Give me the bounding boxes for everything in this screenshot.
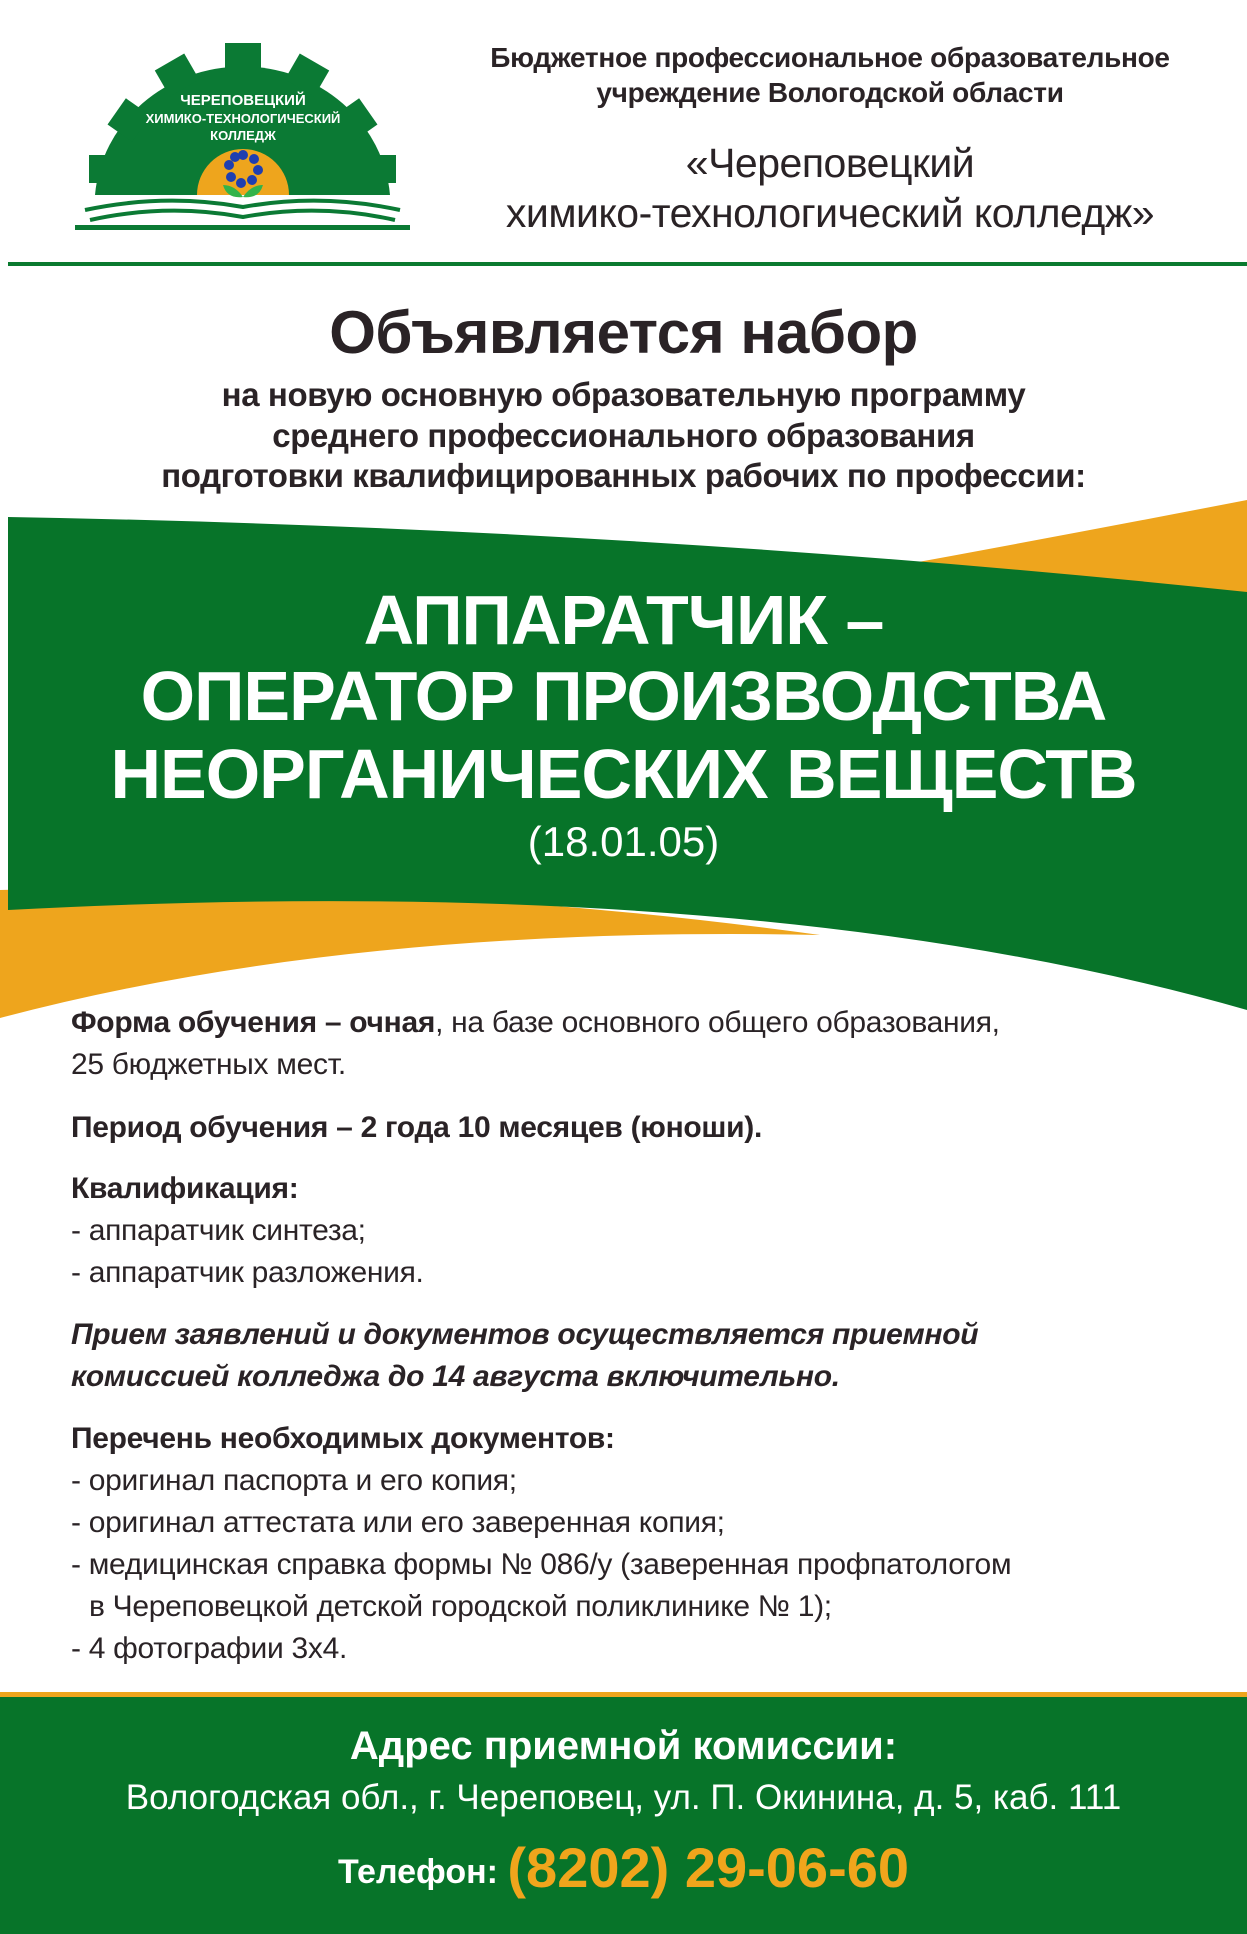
svg-text:ХИМИКО-ТЕХНОЛОГИЧЕСКИЙ: ХИМИКО-ТЕХНОЛОГИЧЕСКИЙ	[145, 111, 341, 126]
study-form	[71, 1002, 1221, 1086]
phone-number[interactable]: (8202) 29-06-60	[507, 1836, 910, 1899]
qualification-title: Квалификация:	[71, 1172, 299, 1205]
footer-phone	[0, 1835, 1247, 1900]
svg-text:ЧЕРЕПОВЕЦКИЙ: ЧЕРЕПОВЕЦКИЙ	[180, 92, 306, 109]
qualification-item: - аппаратчик синтеза;	[71, 1214, 366, 1247]
document-item: - оригинал аттестата или его заверенная копия;	[71, 1506, 725, 1539]
qualification-item: - аппаратчик разложения.	[71, 1256, 424, 1289]
intro-line-2: среднего профессионального образования	[272, 417, 975, 454]
intro-line-3: подготовки квалифицированных рабочих по профессии:	[161, 457, 1086, 494]
deadline-line-1: Прием заявлений и документов осуществляется приемной	[71, 1318, 979, 1351]
document-item-continued: в Череповецкой детской городской поликлинике № 1);	[89, 1590, 832, 1623]
header-divider	[8, 262, 1247, 266]
college-name-line-2: химико-технологический колледж»	[505, 190, 1155, 236]
profession-title-line-2: ОПЕРАТОР ПРОИЗВОДСТВА	[140, 657, 1107, 735]
headline: Объявляется набор	[329, 299, 918, 366]
intro-line-1: на новую основную образовательную программу	[221, 376, 1026, 413]
study-form-rest: , на базе основного общего образования,	[435, 1006, 1000, 1039]
profession-title-line-1: АППАРАТЧИК –	[363, 581, 884, 659]
study-form-places: 25 бюджетных мест.	[71, 1048, 346, 1081]
document-item: - оригинал паспорта и его копия;	[71, 1464, 517, 1497]
deadline-line-2: комиссией колледжа до 14 августа включительно.	[71, 1360, 840, 1393]
profession-title-line-3: НЕОРГАНИЧЕСКИХ ВЕЩЕСТВ	[110, 735, 1137, 813]
documents-section	[71, 1418, 1221, 1670]
profession-code: (18.01.05)	[527, 818, 720, 865]
study-period: Период обучения – 2 года 10 месяцев (юноши).	[71, 1111, 763, 1144]
organization-line-2: учреждение Вологодской области	[596, 77, 1064, 108]
study-form-label: Форма обучения – очная	[71, 1006, 436, 1039]
college-logo	[75, 35, 410, 235]
document-item: - медицинская справка формы № 086/у (заверенная профпатологом	[71, 1548, 1012, 1581]
college-name-line-1: «Череповецкий	[685, 140, 975, 186]
footer-address: Вологодская обл., г. Череповец, ул. П. Окинина, д. 5, каб. 111	[125, 1778, 1122, 1817]
document-item: - 4 фотографии 3х4.	[71, 1632, 347, 1665]
footer-heading: Адрес приемной комиссии:	[349, 1724, 898, 1768]
qualification-section	[71, 1168, 1221, 1294]
phone-label: Телефон:	[337, 1853, 498, 1891]
svg-text:КОЛЛЕДЖ: КОЛЛЕДЖ	[210, 128, 276, 143]
documents-title: Перечень необходимых документов:	[71, 1422, 615, 1455]
deadline-notice	[71, 1314, 1221, 1398]
organization-line-1: Бюджетное профессиональное образовательное	[490, 42, 1170, 73]
